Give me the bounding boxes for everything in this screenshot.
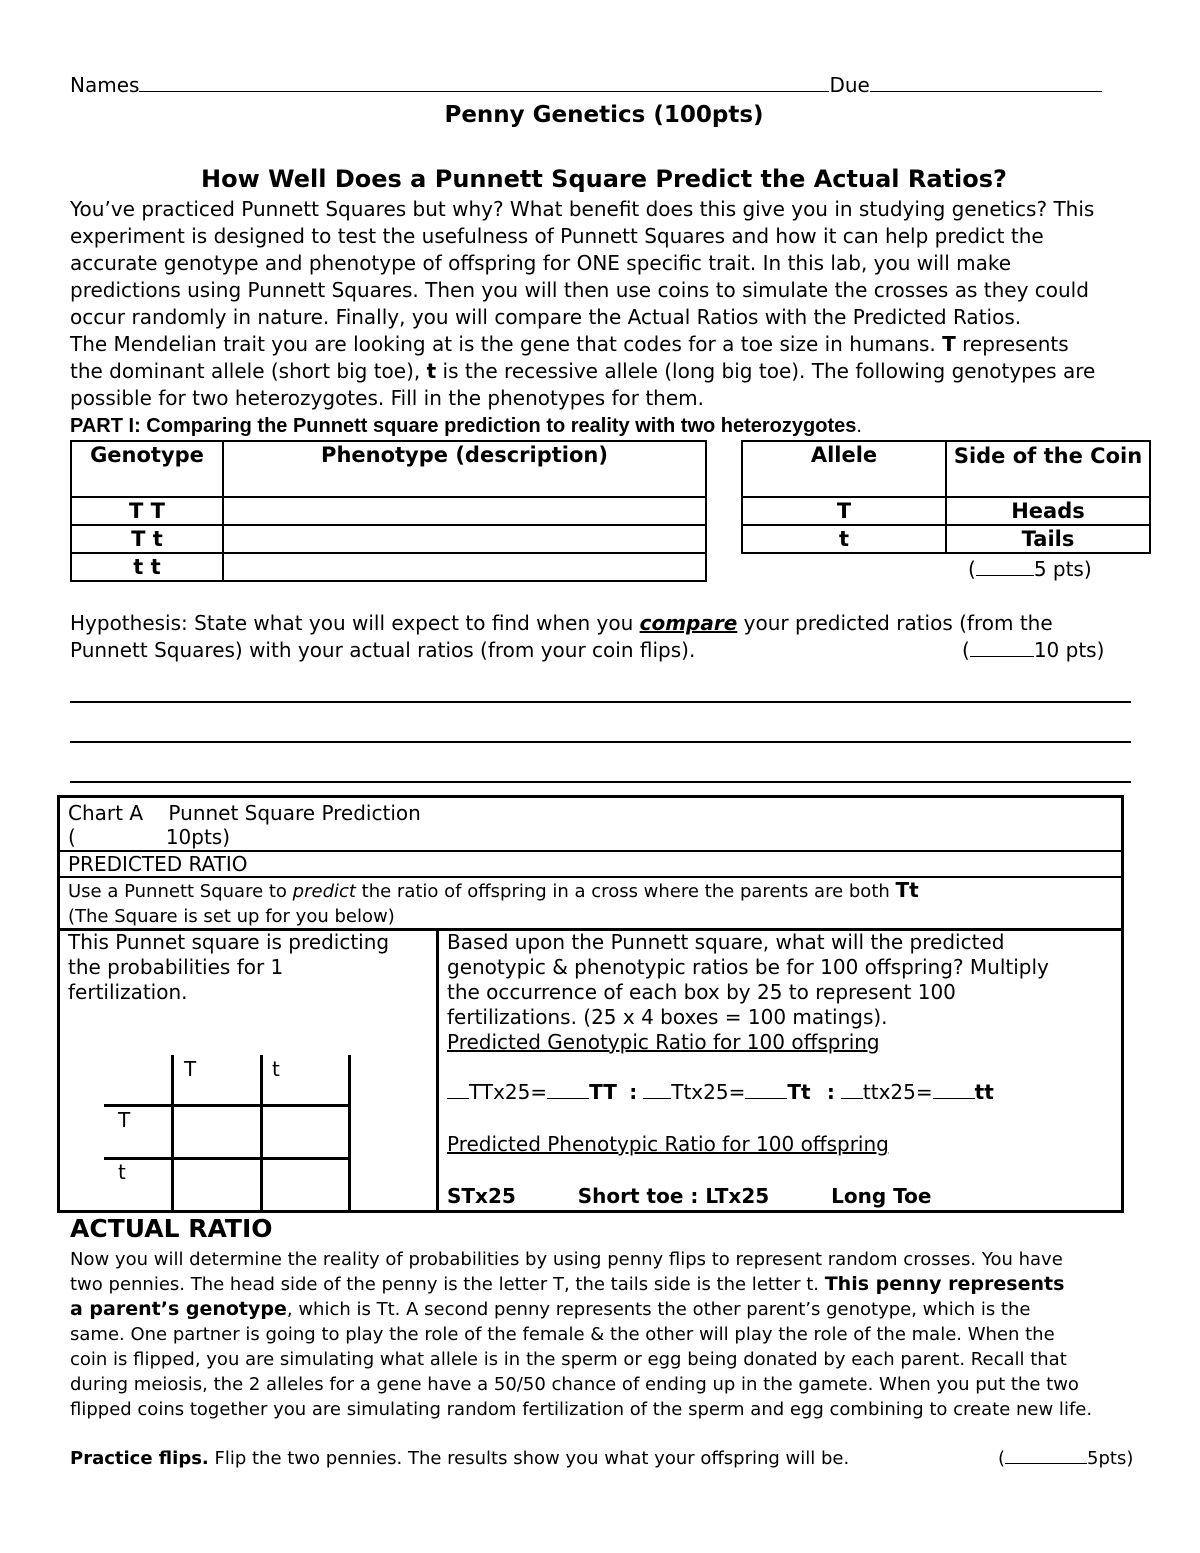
points-blank[interactable] — [970, 638, 1034, 657]
instr-genotype: Tt — [895, 878, 919, 902]
actual-ratio-heading: ACTUAL RATIO — [70, 1214, 273, 1243]
allele-cell: T — [742, 497, 946, 525]
punnett-description — [68, 930, 389, 1005]
phenotype-input[interactable] — [223, 525, 706, 553]
points-value: 5 pts) — [1033, 557, 1092, 581]
allele-points: ( 5 pts) — [968, 557, 1092, 581]
names-label: Names — [70, 73, 140, 97]
hypothesis-emphasis: compare — [639, 611, 738, 635]
intro-line: experiment is designed to test the usefulness of Punnett Squares and how it can help predict the — [70, 224, 1044, 248]
actual-line: during meiosis, the 2 alleles for a gene have a 50/50 chance of ending up in the gamete. When you put the two — [70, 1374, 1079, 1395]
ratio-instructions — [447, 930, 1049, 1055]
ratio-instr-line: genotypic & phenotypic ratios be for 100 offspring? Multiply — [447, 955, 1049, 979]
punnett-box[interactable] — [263, 1160, 348, 1210]
page-title: Penny Genetics (100pts) — [444, 102, 764, 128]
ratio-sep: : — [629, 1080, 638, 1104]
chart-a-instructions — [68, 878, 919, 929]
actual-line: same. One partner is going to play the role of the female & the other will play the role of the male. When the — [70, 1324, 1055, 1345]
actual-emphasis: a parent’s genotype — [70, 1298, 287, 1320]
actual-line: coin is flipped, you are simulating what allele is in the sperm or egg being donated by each parent. Recall that — [70, 1349, 1067, 1370]
punnett-desc-line: the probabilities for 1 — [68, 955, 284, 979]
practice-points: ( 5pts) — [998, 1448, 1134, 1469]
actual-emphasis: This penny represents — [824, 1273, 1065, 1295]
genotype-cell: T t — [71, 525, 223, 553]
mendel-line — [70, 358, 1095, 385]
mendel-line — [70, 331, 1095, 358]
points-blank[interactable] — [1005, 1447, 1087, 1464]
part1-period: . — [856, 415, 862, 437]
phenotype-input[interactable] — [223, 553, 706, 581]
dominant-allele: T — [942, 332, 956, 356]
pheno-text: Short toe : LTx25 — [577, 1184, 770, 1208]
intro-line: occur randomly in nature. Finally, you will compare the Actual Ratios with the Predicted Ratios. — [70, 305, 1022, 329]
punnett-col-allele: T — [184, 1057, 197, 1081]
punnett-grid-line — [348, 1055, 351, 1213]
phenotype-header: Phenotype (description) — [223, 441, 706, 497]
genotypic-ratio-heading: Predicted Genotypic Ratio for 100 offspring — [447, 1030, 880, 1054]
phenotype-input[interactable] — [223, 497, 706, 525]
actual-ratio-paragraph — [70, 1247, 1092, 1422]
genotype-header: Genotype — [71, 441, 223, 497]
ratio-genotype: tt — [974, 1080, 994, 1104]
coin-side-cell: Tails — [946, 525, 1150, 553]
genotype-table — [70, 440, 707, 582]
hypothesis-points: ( 10 pts) — [962, 638, 1105, 662]
points-value: 10pts) — [165, 825, 231, 849]
ratio-text: Ttx25= — [671, 1080, 746, 1104]
punnett-box[interactable] — [174, 1107, 260, 1157]
punnett-row-allele: t — [118, 1160, 126, 1184]
allele-cell: t — [742, 525, 946, 553]
allele-table — [741, 440, 1151, 554]
ratio-text: ttx25= — [862, 1080, 933, 1104]
ratio-blank[interactable] — [643, 1080, 671, 1099]
names-line — [70, 72, 1102, 99]
due-blank[interactable] — [870, 73, 1102, 92]
punnett-row-allele: T — [118, 1108, 131, 1132]
punnett-col-allele: t — [272, 1057, 280, 1081]
practice-label: Practice flips. — [70, 1448, 209, 1469]
page-question: How Well Does a Punnett Square Predict the Actual Ratios? — [201, 165, 1007, 193]
hypothesis-prompt — [70, 610, 1053, 664]
mendel-text: The Mendelian trait you are looking at is the gene that codes for a toe size in humans. — [70, 332, 943, 356]
intro-line: predictions using Punnett Squares. Then you will then use coins to simulate the crosses as they could — [70, 278, 1089, 302]
hypothesis-answer-line[interactable] — [70, 781, 1131, 783]
ratio-blank[interactable] — [745, 1080, 787, 1099]
ratio-blank[interactable] — [547, 1080, 589, 1099]
coin-side-header: Side of the Coin — [946, 441, 1150, 497]
hypothesis-text: Hypothesis: State what you will expect to find when you — [70, 611, 640, 635]
punnett-desc-line: This Punnet square is predicting — [68, 930, 390, 954]
ratio-blank[interactable] — [447, 1080, 469, 1099]
actual-line: flipped coins together you are simulating random fertilization of the sperm and egg combining to create new life. — [70, 1399, 1093, 1420]
mendel-text: is the recessive allele (long big toe). The following genotypes are — [436, 359, 1096, 383]
hypothesis-answer-line[interactable] — [70, 701, 1131, 703]
instr-text: Use a Punnett Square to — [68, 881, 293, 902]
instr-text: the ratio of offspring in a cross where the parents are both — [355, 881, 896, 902]
actual-line: Now you will determine the reality of probabilities by using penny flips to represent random crosses. You have — [70, 1249, 1063, 1270]
predicted-ratio-heading: PREDICTED RATIO — [68, 852, 248, 876]
instr-note: (The Square is set up for you below) — [68, 906, 395, 927]
ratio-instr-line: Based upon the Punnett square, what will the predicted — [447, 930, 1005, 954]
part1-heading-text: PART I: Comparing the Punnett square prediction to reality with two heterozygotes — [70, 415, 857, 437]
ratio-instr-line: fertilizations. (25 x 4 boxes = 100 matings). — [447, 1005, 888, 1029]
part1-heading — [70, 413, 862, 440]
genotype-cell: T T — [71, 497, 223, 525]
intro-paragraph — [70, 196, 1095, 412]
actual-text: , which is Tt. A second penny represents the other parent’s genotype, which is the — [286, 1299, 1031, 1320]
names-blank[interactable] — [139, 73, 829, 92]
recessive-allele: t — [426, 359, 437, 383]
mendel-line: possible for two heterozygotes. Fill in the phenotypes for them. — [70, 386, 704, 410]
phenotypic-ratio-heading: Predicted Phenotypic Ratio for 100 offspring — [447, 1132, 889, 1156]
hypothesis-text: Punnett Squares) with your actual ratios (from your coin flips). — [70, 638, 696, 662]
points-value: 5pts) — [1087, 1448, 1134, 1469]
ratio-genotype: Tt — [787, 1080, 811, 1104]
punnett-box[interactable] — [263, 1107, 348, 1157]
divider — [436, 928, 439, 1213]
ratio-blank[interactable] — [933, 1080, 975, 1099]
actual-text: two pennies. The head side of the penny is the letter T, the tails side is the letter t. — [70, 1274, 825, 1295]
pheno-text: STx25 — [447, 1184, 516, 1208]
phenotypic-ratio-row — [447, 1183, 931, 1210]
genotypic-ratio-row — [447, 1079, 994, 1106]
coin-side-cell: Heads — [946, 497, 1150, 525]
genotype-cell: t t — [71, 553, 223, 581]
due-label: Due — [829, 73, 870, 97]
chart-a-title-text: Chart A Punnet Square Prediction — [68, 801, 421, 825]
ratio-sep: : — [826, 1080, 835, 1104]
punnett-box[interactable] — [174, 1160, 260, 1210]
ratio-text: TTx25= — [469, 1080, 548, 1104]
intro-line: accurate genotype and phenotype of offspring for ONE specific trait. In this lab, you will make — [70, 251, 1012, 275]
practice-flips — [70, 1446, 849, 1471]
intro-line: You’ve practiced Punnett Squares but why? What benefit does this give you in studying genetics? This — [70, 197, 1095, 221]
mendel-text: the dominant allele (short big toe), — [70, 359, 427, 383]
ratio-blank[interactable] — [841, 1080, 863, 1099]
chart-a-title — [68, 800, 421, 851]
hypothesis-answer-line[interactable] — [70, 741, 1131, 743]
ratio-genotype: TT — [589, 1080, 617, 1104]
ratio-instr-line: the occurrence of each box by 25 to represent 100 — [447, 980, 956, 1004]
instr-emphasis: predict — [292, 881, 356, 902]
pheno-text: Long Toe — [831, 1184, 932, 1208]
points-open: ( — [68, 825, 76, 849]
points-blank[interactable] — [976, 557, 1034, 576]
mendel-text: represents — [955, 332, 1069, 356]
hypothesis-text: your predicted ratios (from the — [737, 611, 1053, 635]
punnett-desc-line: fertilization. — [68, 980, 188, 1004]
allele-header: Allele — [742, 441, 946, 497]
points-value: 10 pts) — [1033, 638, 1105, 662]
practice-text: Flip the two pennies. The results show you what your offspring will be. — [208, 1448, 850, 1469]
